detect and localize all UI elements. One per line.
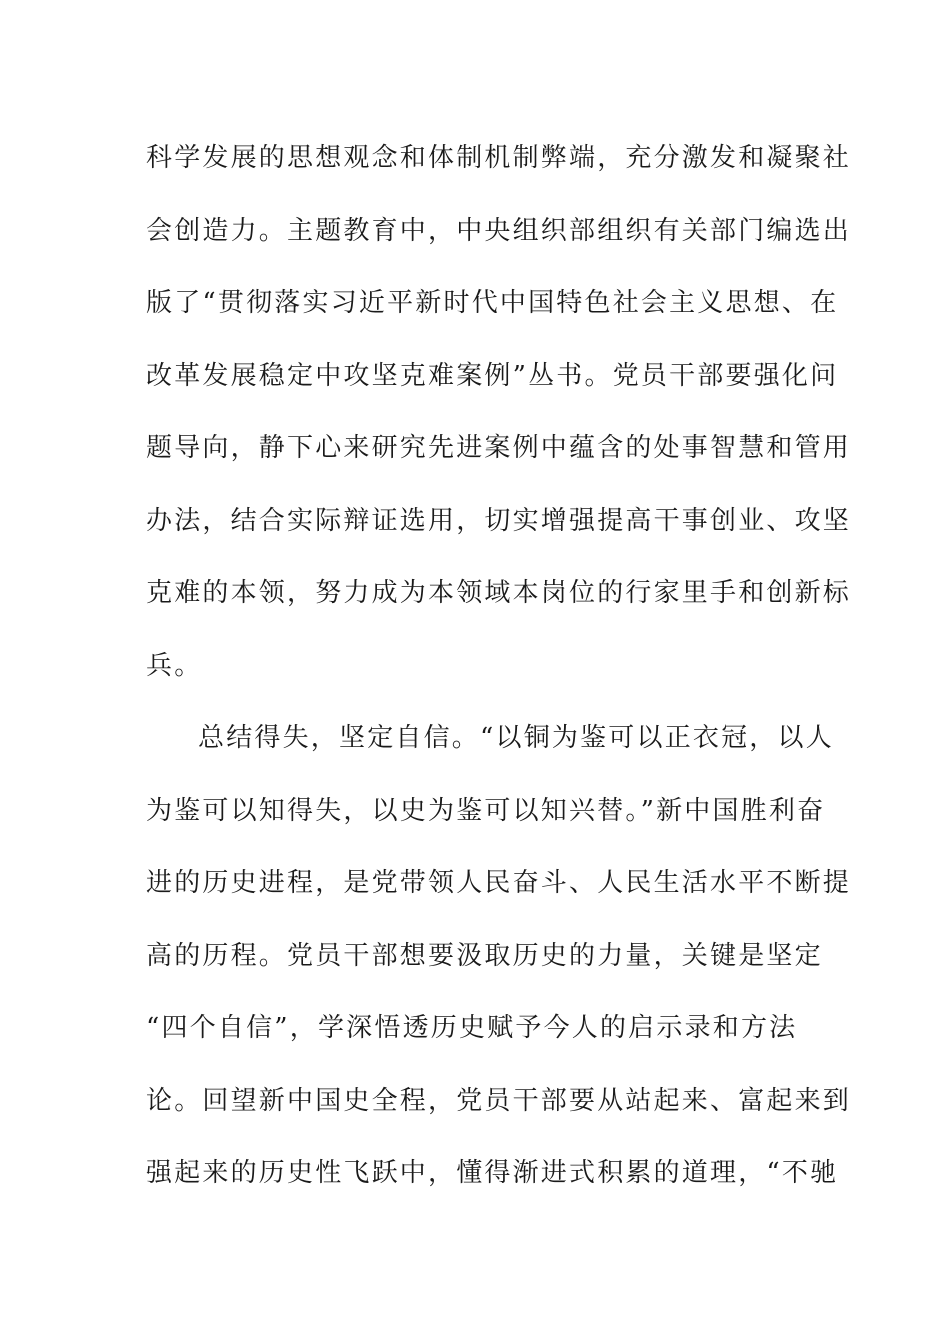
text-line-1: 科学发展的思想观念和体制机制弊端，充分激发和凝聚社 [146,143,852,173]
paragraph-start-line: 总结得失，坚定自信。“以铜为鉴可以正衣冠，以人 [198,723,834,753]
text-line-7: 克难的本领，努力成为本领域本岗位的行家里手和创新标 [146,578,852,608]
document-body [146,136,852,1224]
text-line-8: 兵。 [146,650,203,681]
text-line-2: 会创造力。主题教育中，中央组织部组织有关部门编选出 [146,215,852,246]
text-line-4: 改革发展稳定中攻坚克难案例”丛书。党员干部要强化问 [146,360,839,391]
text-line-6: 办法，结合实际辩证选用，切实增强提高干事创业、攻坚 [146,505,852,536]
text-line-13: “四个自信”，学深悟透历史赋予今人的启示录和方法 [146,1013,798,1043]
text-line-10: 为鉴可以知得失，以史为鉴可以知兴替。”新中国胜利奋 [146,795,826,826]
text-line-5: 题导向，静下心来研究先进案例中蕴含的处事智慧和管用 [146,433,852,463]
text-line-11: 进的历史进程，是党带领人民奋斗、人民生活水平不断提 [146,868,852,898]
text-line-3: 版了“贯彻落实习近平新时代中国特色社会主义思想、在 [146,288,839,318]
text-line-12: 高的历程。党员干部想要汲取历史的力量，关键是坚定 [146,940,823,971]
text-line-15: 强起来的历史性飞跃中，懂得渐进式积累的道理，“不驰 [146,1158,839,1188]
text-line-14: 论。回望新中国史全程，党员干部要从站起来、富起来到 [146,1085,852,1116]
